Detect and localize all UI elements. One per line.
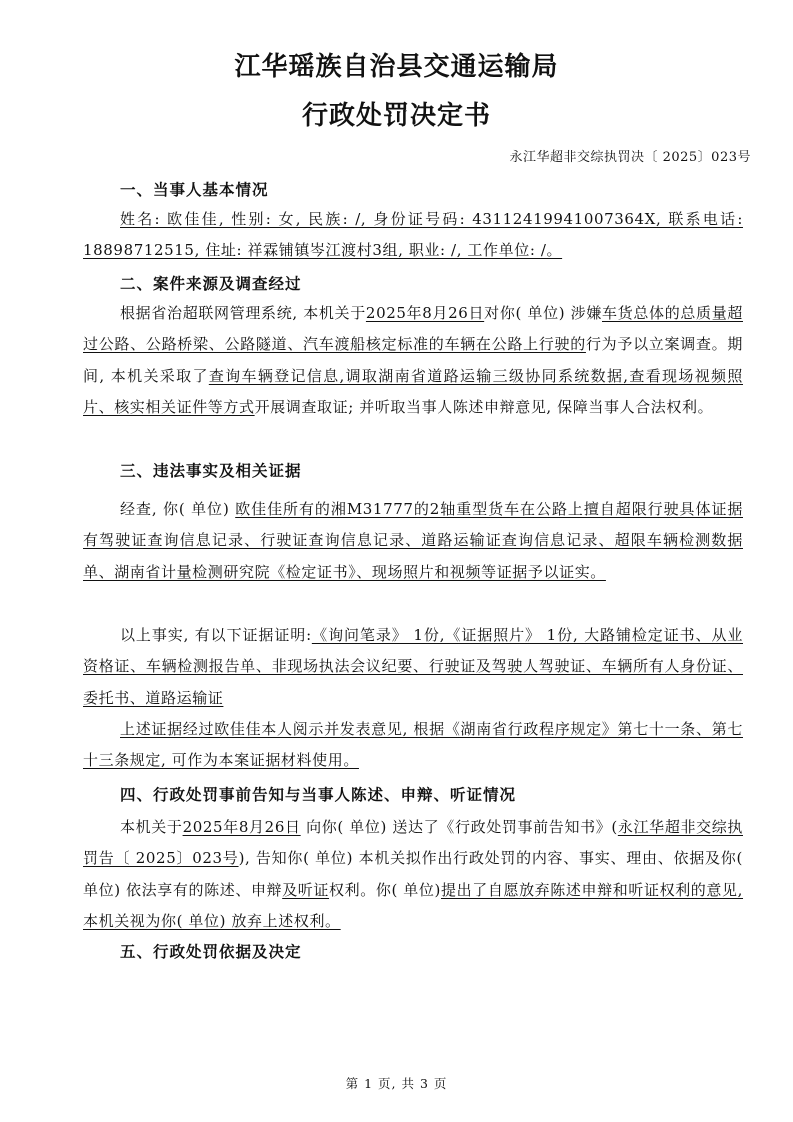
notice-delivery-date: 2025年8月26日: [182, 818, 301, 836]
party-info-text: 姓名: 欧佳佳, 性别: 女, 民族: /, 身份证号码: 43112419941007364X, 联系电话: 18898712515, 住址: 祥霖铺镇岑江渡村3组, 职业: /, 工作单位: /。: [83, 210, 743, 260]
prior-notice-text-c: 向你( 单位) 送达了《行政处罚事前告知书》(: [300, 818, 618, 836]
evidence-list-paragraph: [83, 620, 743, 714]
waiver-statement: 提出了自愿放弃陈述申辩和听证权利的意见, 本机关视为你( 单位) 放弃上述权利。: [83, 880, 744, 930]
document-title-agency: 江华瑶族自治县交通运输局: [234, 52, 559, 82]
violation-facts-text-a: 经查, 你( 单位): [120, 500, 230, 518]
evidence-list: 《询问笔录》 1份,《证据照片》 1份, 大路铺检定证书、从业资格证、车辆检测报告单、非现场执法会议纪要、行驶证及驾驶人驾驶证、车辆所有人身份证、委托书、道路运输证: [83, 626, 743, 707]
section-heading-case-source: 二、案件来源及调查经过: [120, 275, 302, 293]
suspected-violation: 车货总体的总质量超过公路、公路桥梁、公路隧道、汽车渡船核定标准的车辆在公路上行驶的: [83, 304, 743, 354]
section-heading-prior-notice: 四、行政处罚事前告知与当事人陈述、申辩、听证情况: [120, 786, 517, 804]
evidence-review-paragraph: [83, 714, 743, 777]
document-number: 永江华超非交综执罚决〔 2025〕023号: [509, 150, 751, 165]
party-info-paragraph: [83, 204, 743, 267]
page-number-footer: 第 1 页, 共 3 页: [345, 1076, 448, 1091]
section-heading-violation-facts: 三、违法事实及相关证据: [120, 462, 302, 480]
evidence-review-text: 上述证据经过欧佳佳本人阅示并发表意见, 根据《湖南省行政程序规定》第七十一条、第七十三条规定, 可作为本案证据材料使用。: [83, 720, 743, 770]
case-source-text-e: 行为予以立案调查。期间, 本机关采取了: [83, 335, 743, 385]
prior-notice-paragraph: [83, 812, 743, 937]
hearing-right: 及听证: [282, 880, 330, 899]
case-source-text-c: 对你( 单位) 涉嫌: [484, 304, 602, 322]
prior-notice-text-e: ), 告知你( 单位) 本机关拟作出行政处罚的内容、事实、理由、依据及你( 单位) 依法享有的陈述、申辩: [83, 849, 743, 899]
investigation-methods: 查询车辆登记信息,调取湖南省道路运输三级协同系统数据,查看现场视频照片、核实相关证件等方式: [83, 366, 743, 416]
case-source-text-g: 开展调查取证; 并听取当事人陈述申辩意见, 保障当事人合法权利。: [254, 397, 714, 416]
notice-document-number: 永江华超非交综执罚告〔 2025〕023号: [83, 818, 743, 868]
violation-facts-paragraph: [83, 494, 743, 588]
prior-notice-text-a: 本机关于: [120, 818, 183, 836]
violation-facts-detail: 欧佳佳所有的湘M31777的2轴重型货车在公路上擅自超限行驶具体证据有驾驶证查询信息记录、行驶证查询信息记录、道路运输证查询信息记录、超限车辆检测数据单、湖南省计量检测研究院《检定证书》、现场照片和视频等证据予以证实。: [83, 500, 743, 581]
case-source-paragraph: [83, 298, 743, 423]
section-heading-party-info: 一、当事人基本情况: [120, 181, 269, 199]
section-heading-penalty-basis: 五、行政处罚依据及决定: [120, 943, 302, 961]
prior-notice-text-g: 权利。你( 单位): [329, 880, 441, 899]
evidence-list-intro: 以上事实, 有以下证据证明:: [120, 626, 312, 644]
case-source-text-a: 根据省治超联网管理系统, 本机关于: [120, 304, 366, 322]
document-title-type: 行政处罚决定书: [301, 101, 491, 131]
case-filing-date: 2025年8月26日: [365, 304, 485, 322]
